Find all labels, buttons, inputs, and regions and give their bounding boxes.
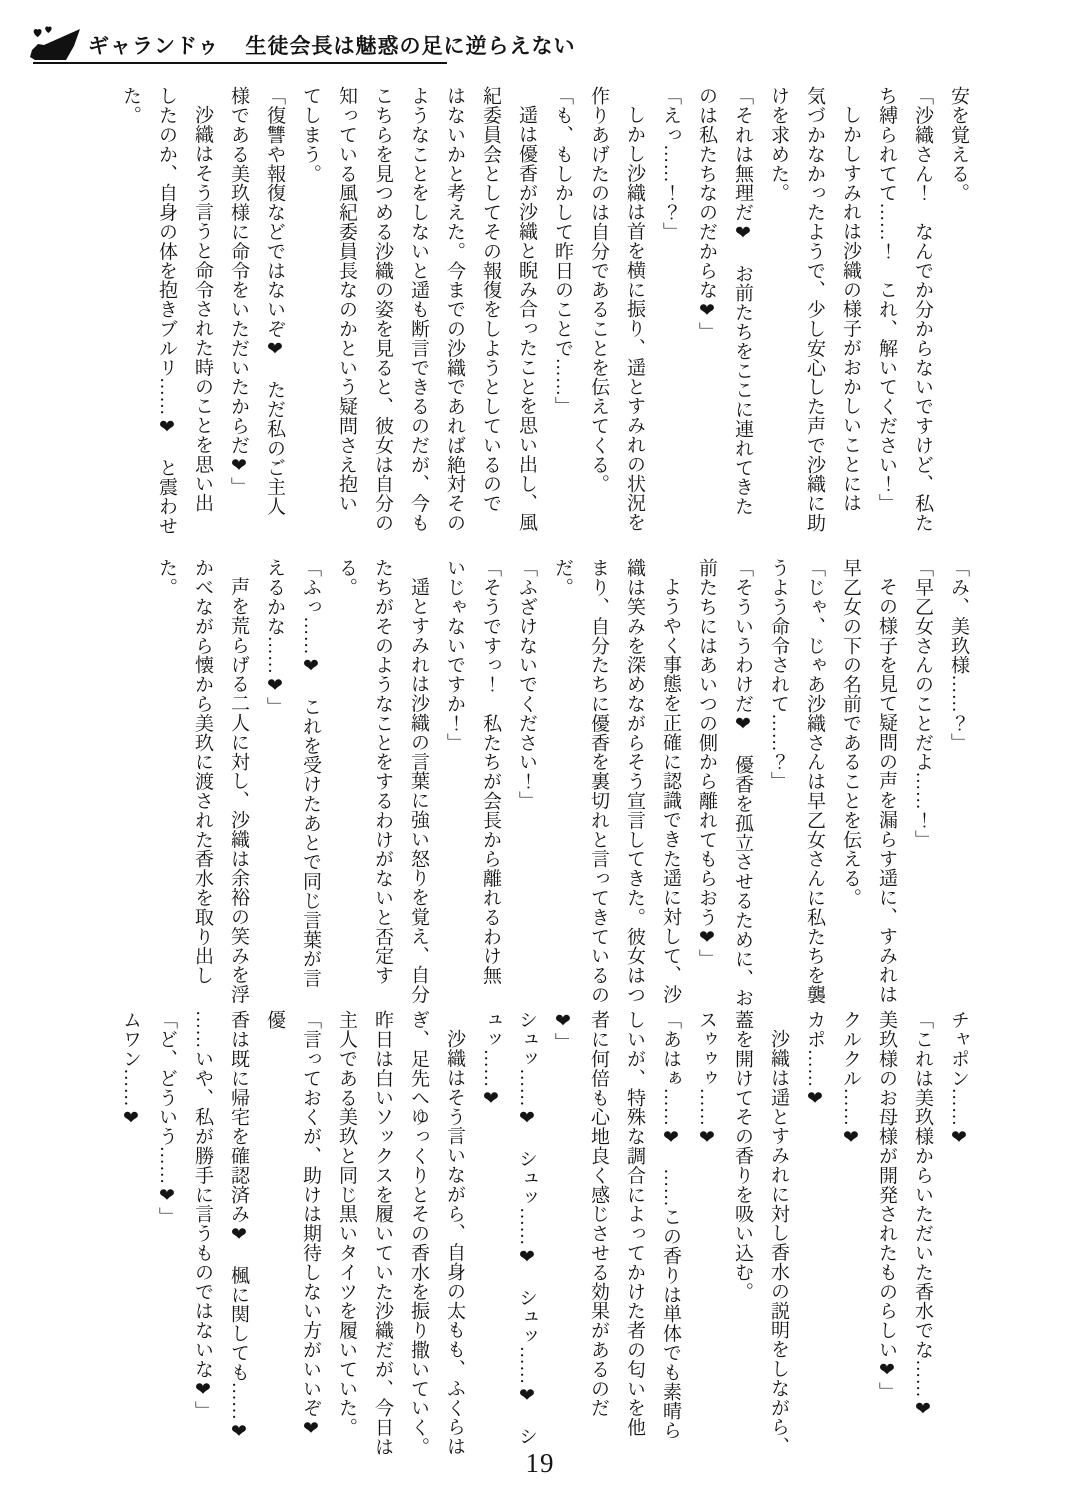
text-line: 「ど、どういう……❤」 (156, 1010, 177, 1227)
text-line: ュッ……❤ (480, 1010, 501, 1110)
text-line: うよう命令されて……？」 (768, 558, 789, 791)
text-line: だ。 (552, 558, 573, 597)
text-line: まり、自分たちに優香を裏切れと言ってきているの (588, 558, 609, 1005)
episode-title: 生徒会長は魅惑の足に逆らえない (245, 34, 576, 58)
heart-icon (45, 26, 51, 33)
text-line: ……いや、私が勝手に言うものではないな❤」 (192, 1010, 213, 1421)
header-title (88, 30, 575, 60)
text-line: 香は既に帰宅を確認済み❤ 楓に関しても……❤ (228, 1010, 249, 1443)
text-line: 「えっ……！？」 (660, 86, 681, 242)
text-line: 早乙女の下の名前であることを伝える。 (840, 558, 861, 908)
text-line: る。 (336, 558, 357, 597)
text-line: 昨日は白いソックスを履いていた沙織だが、今日は (372, 1010, 393, 1457)
text-line: てしまう。 (300, 86, 321, 183)
text-line: 沙織はそう言うと命令された時のことを思い出 (192, 105, 213, 513)
text-line: えるかな……❤」 (264, 558, 285, 717)
text-line: 沙織はそう言いながら、自身の太もも、ふくらは (444, 1029, 465, 1456)
text-line: 作りあげたのは自分であることを伝えてくる。 (588, 86, 609, 494)
text-line: その様子を見て疑問の声を漏らす遥に、すみれは (876, 577, 897, 1004)
text-line: はないかと考えた。今までの沙織であれば絶対その (444, 86, 465, 533)
text-line: ようなことをしないと遥も断言できるのだが、今も (408, 86, 429, 533)
text-line: 「ふざけないでください！」 (516, 558, 537, 811)
text-line: カポ……❤ (804, 1010, 825, 1110)
text-line: 織は笑みを深めながらそう宣言してきた。彼女はつ (624, 558, 645, 1005)
text-line: 知っている風紀委員長なのかという疑問さえ抱い (336, 86, 357, 513)
text-line: 「じゃ、じゃあ沙織さんは早乙女さんに私たちを襲 (804, 558, 825, 1005)
text-line: 「も、もしかして昨日のことで……」 (552, 86, 573, 416)
text-line: 「それは無理だ❤ お前たちをここに連れてきた (732, 86, 753, 516)
text-line: 気づかなかったようで、少し安心した声で沙織に助 (804, 86, 825, 533)
text-line: 「ふっ……❤ これを受けたあとで同じ言葉が言 (300, 558, 321, 988)
text-line: かべながら懐から美玖に渡された香水を取り出し (192, 558, 213, 985)
text-line: 様である美玖様に命令をいただいたからだ❤」 (228, 86, 249, 497)
text-line: たちがそのようなことをするわけがないと否定す (372, 558, 393, 985)
text-line: チャポン……❤ (948, 1010, 969, 1149)
text-line: 蓋を開けてその香りを吸い込む。 (732, 1010, 753, 1301)
text-line: 遥とすみれは沙織の言葉に強い怒りを覚え、自分 (408, 577, 429, 1004)
text-line: 「あはぁ……❤ ……この香りは単体でも素晴ら (660, 1010, 681, 1440)
text-line: 「これは美玖様からいただいた香水でな……❤ (912, 1010, 933, 1421)
text-line: 「そうですっ！ 私たちが会長から離れるわけ無 (480, 558, 501, 985)
text-block-bottom (100, 1010, 976, 1468)
text-line: 美玖様のお母様が開発されたものらしい❤」 (876, 1010, 897, 1401)
text-line: た。 (156, 558, 177, 597)
text-line: ようやく事態を正確に認識できた遥に対して、沙 (660, 577, 681, 1004)
text-line: しかしすみれは沙織の様子がおかしいことには (840, 105, 861, 513)
text-line: いじゃないですか！」 (444, 558, 465, 752)
text-line: のは私たちなのだからな❤」 (696, 86, 717, 342)
text-line: ❤」 (552, 1010, 573, 1052)
header-divider (33, 62, 447, 64)
text-line: 沙織は遥とすみれに対し香水の説明をしながら、 (768, 1029, 789, 1456)
text-line: 「み、美玖様……？」 (948, 558, 969, 752)
text-line: 紀委員会としてその報復をしようとしているので (480, 86, 501, 513)
page-number: 19 (525, 1448, 555, 1478)
text-line: 「そういうわけだ❤ 優香を孤立させるために、お (732, 558, 753, 1008)
text-line: 遥は優香が沙織と睨み合ったことを思い出し、風 (516, 105, 537, 532)
text-line: た。 (120, 86, 141, 125)
leg-with-hearts-logo-icon (30, 26, 82, 66)
text-line: 「言っておくが、助けは期待しない方がいいぞ❤ 優 (264, 1010, 321, 1460)
text-line: ち縛られてて……！ これ、解いてください！」 (876, 86, 897, 513)
text-line: ぎ、足先へゆっくりとその香水を振り撒いていく。 (408, 1010, 429, 1457)
text-line: 安を覚える。 (948, 86, 969, 203)
text-line: 主人である美玖と同じ黒いタイツを履いていた。 (336, 1010, 357, 1437)
text-line: 「復讐や報復などではないぞ❤ ただ私のご主人 (264, 86, 285, 516)
text-line: 前たちにはあいつの側から離れてもらおう❤」 (696, 558, 717, 969)
text-line: 者に何倍も心地良く感じさせる効果があるのだ (588, 1010, 609, 1418)
series-title: ギャランドゥ (88, 34, 220, 58)
heart-icon (34, 29, 42, 37)
text-line: 「沙織さん！ なんでか分からないですけど、私た (912, 86, 933, 533)
text-block-top (100, 86, 976, 544)
text-block-middle (100, 558, 976, 1016)
text-line: けを求めた。 (768, 86, 789, 203)
text-line: シュッ……❤ シュッ……❤ シュッ……❤ シ (516, 1010, 537, 1446)
text-line: スゥゥゥ……❤ (696, 1010, 717, 1149)
text-line: したのか、自身の体を抱きブルリ……❤ と震わせ (156, 86, 177, 536)
text-line: こちらを見つめる沙織の姿を見ると、彼女は自分の (372, 86, 393, 533)
text-line: 「早乙女さんのことだよ……！」 (912, 558, 933, 849)
text-line: しかし沙織は首を横に振り、遥とすみれの状況を (624, 105, 645, 532)
text-line: ムワン……❤ (120, 1010, 141, 1130)
text-line: 声を荒らげる二人に対し、沙織は余裕の笑みを浮 (228, 577, 249, 1004)
text-line: クルクル……❤ (840, 1010, 861, 1149)
text-line: しいが、特殊な調合によってかけた者の匂いを他 (624, 1010, 645, 1437)
